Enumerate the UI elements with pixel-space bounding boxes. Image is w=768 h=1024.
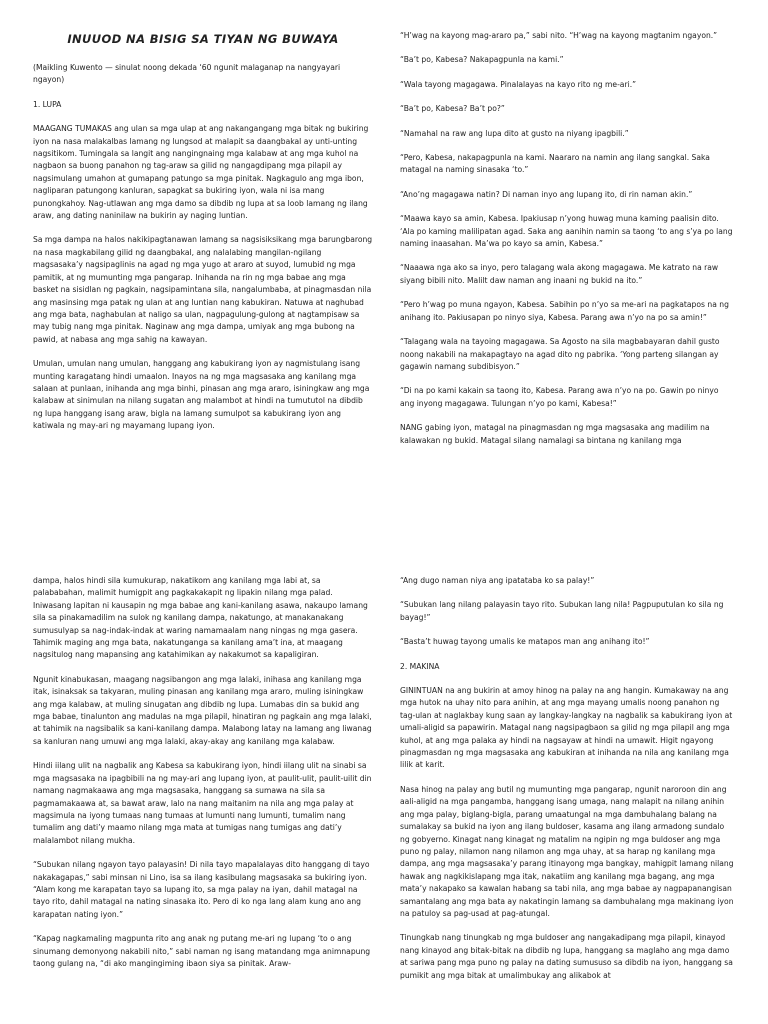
paragraph: Tinungkab nang tinungkab ng mga buldoser ang nangakadipang mga pilapil, kinayod nang kinayod ang bitak-bitak na dibdib ng lupa, hanggang sa maglaho ang mga damo at sariwa pang mga puno ng palay na dating sumususo sa dibdib na iyon, hanggang sa pumikit ang mga bitak at umalimbukay ang alikabok at <box>400 933 733 980</box>
dialogue-line: “Di na po kami kakain sa taong ito, Kabesa. Parang awa n’yo na po. Gawin po ninyo ang inyong magagawa. Tulungan n’yo po kami, Kabesa!” <box>400 386 719 408</box>
paragraph: Nasa hinog na palay ang butil ng mumunting mga pangarap, ngunit naroroon din ang aali-aligid na mga pangamba, hanggang isang umaga, nang malapit na nilang anihin ang mga palay, biglang-bigla, parang umaatungal na mga dambuhalang balang na sumalakay sa bukid na iyon ang ilang buldoser, kasama ang ilang armadong sundalo ng gobyerno. Kinagat nang kinagat ng matalim na ngipin ng mga buldoser ang mga puno ng palay, nilamon nang nilamon ang mga uhay, at sa harap ng kanilang mga dampa, ang mga magsasaka’y parang itinayong mga bangkay, mahigpit lamang nilang hawak ang nagkikislapang mga itak, nakatiim ang kanilang mga bagang, ang mga mata’y nakapako sa kawalan habang sa tabi nila, ang mga babae ay nagpapanangisan samantalang ang mga bata ay nakatingin lamang sa dambuhalang mga makinang iyon na patuloy sa pag-usad at pag-atungal. <box>400 784 734 918</box>
paragraph: Sa mga dampa na halos nakikipagtanawan lamang sa nagsisiksikang mga barungbarong na nasa magkabilang gilid ng daangbakal, ang nalalabing mangilan-ngilang magsasaka’y nagsipaglinis na agad ng mga yugo at araro at suyod, lumubid ng mga pamitik, at ng mumunting mga pangarap. Inihanda na rin ng mga babae ang mga basket na sisidlan ng pagkain, nagsipamintana sila, nangalumbaba, at pinagmasdan nila ang masinsing mga patak ng ulan at ang luntian nang kabukiran. Natuwa at naghubad ang mga bata, naghabulan at naligo sa ulan, nagpagulung-gulong at nagtampisaw sa may tubig nang mga pinitak. Naginaw ang mga dampa, umiyak ang mga bubong na pawid, at nabasa ang mga sahig na kawayan. <box>33 235 373 344</box>
page-1-right-column <box>400 30 735 459</box>
paragraph: dampa, halos hindi sila kumukurap, nakatikom ang kanilang mga labi at, sa palababahan, malimit humigpit ang pagkakakapit ng lipakin nilang mga palad. Iniwasang lapitan ni kausapin ng mga babae ang kani-kanilang asawa, nakaupo lamang sila sa pinakamadilim na sulok ng kanilang dampa, nakatungo, at manakanakang sumusulyap sa nag-indak-indak at waring namamaalam nang ningas ng mga gasera. Tahimik maging ang mga bata, nakatunganga sa kanilang ama’t ina, at maagang nagsitulog nang mapansing ang katahimikan ay nakakumot sa kapaligiran. <box>33 576 368 660</box>
dialogue-line: “Ano’ng magagawa natin? Di naman inyo ang lupang ito, di rin naman akin.” <box>400 189 693 199</box>
dialogue-line: “Namahal na raw ang lupa dito at gusto na niyang ipagbili.” <box>400 128 629 138</box>
dialogue-line: “Subukan nilang ngayon tayo palayasin! Di nila tayo mapalalayas dito hanggang di tayo nakakagapas,” sabi minsan ni Lino, isa sa ilang kasibulang magsasaka sa bukiring iyon. “Alam kong me karapatan tayo sa lupang ito, sa mga palay na iyan, dahil matagal na tayo rito, dahil matagal na nating sinasaka ito. Pero di ko nga lang alam kung ano ang karapatan nating iyon.” <box>33 860 370 919</box>
section-heading-makina: 2. MAKINA <box>400 661 440 671</box>
paragraph: MAAGANG TUMAKAS ang ulan sa mga ulap at ang nakangangang mga bitak ng bukiring iyon na nasa malakalbas lamang ng lungsod at malapit sa daangbakal ay unti-unting nagsitikom. Tumingala sa langit ang nangingnaing mga kalabaw at ang mga kuhol na nagbaon sa buong panahon ng tag-araw sa gilid ng nangagdipang mga pilapil ay nagsimulang umahon at gumapang patungo sa mga pinitak. Nagkagulo ang mga ibon, nagliparan patungong kanluran, sapagkat sa bukiring iyon, wala ni isa mang punongkahoy. Nag-utlawan ang mga damo sa dibdib ng lupa at sa loob lamang ng ilang araw, ang dating naninilaw na bukirin ay naging luntian. <box>33 124 369 221</box>
dialogue-line: “Maawa kayo sa amin, Kabesa. Ipakiusap n’yong huwag muna kaming paalisin dito. ‘Ala po kaming malilipatan agad. Saka ang aanihin namin sa taong ‘to ang s’ya po lang naming inaasahan. Ma’wa po kayo sa amin, Kabesa.” <box>400 214 733 249</box>
paragraph: Ngunit kinabukasan, maagang nagsibangon ang mga lalaki, inihasa ang kanilang mga itak, isinaksak sa takyaran, muling pinasan ang kanilang mga araro, muling isiningkaw ang mga kalabaw, at muling sinugatan ang dibdib ng lupa. Lumabas din sa bukid ang mga babae, tinalunton ang madulas na mga pilapil, hinatiran ng pagkain ang mga lalaki, at tahimik na nagsibalik sa kani-kanilang dampa. Malabong latay na lamang ang liwanag sa kanluran nang umuwi ang mga lalaki, akay-akay ang kanilang mga kalabaw. <box>33 674 372 746</box>
paragraph: Hindi iilang ulit na nagbalik ang Kabesa sa kabukirang iyon, hindi iilang ulit na sinabi sa mga magsasaka na ipagbibili na ng may-ari ang lupang iyon, at paulit-ulit, paulit-uilit din namang nagmakaawa ang mga magsasaka, hanggang sa sumawa na sila sa pagmamakaawa at, sa bawat araw, lalo na nang maitanim na nila ang mga palay at magsimula na iyong tumaas nang tumaas at lumunti nang lumunti, tumalim nang tumalim ang dati’y maamo nilang mga mata at tumigas nang tumigas ang dati’y malalambot nilang mukha. <box>33 761 372 845</box>
dialogue-line: “Kapag nagkamaling magpunta rito ang anak ng putang me-ari ng lupang ‘to o ang sinumang demonyong nakabili nito,” sabi naman ng isang matandang mga animnapung taong gulang na, “di ako mangingiming ibaon siya sa pinitak. Araw- <box>33 934 371 968</box>
dialogue-line: “Ang dugo naman niya ang ipatataba ko sa palay!” <box>400 576 595 585</box>
page-2-left-column <box>33 575 373 982</box>
paragraph: NANG gabing iyon, matagal na pinagmasdan ng mga magsasaka ang madilim na kalawakan ng bukid. Matagal silang namalagi sa bintana ng kanilang mga <box>400 423 710 445</box>
subtitle-note: (Maikling Kuwento — sinulat noong dekada ‘60 ngunit malaganap na nangyayari ngayon) <box>33 63 341 85</box>
dialogue-line: “Wala tayong magagawa. Pinalalayas na kayo rito ng me-ari.” <box>400 79 637 89</box>
dialogue-line: “Talagang wala na tayoing magagawa. Sa Agosto na sila magbabayaran dahil gusto noong nakabili na makapagtayo na agad dito ng pabrika. ‘Yong parteng silangan ay gagawin namang subdibisyon.” <box>400 337 720 371</box>
page-2 <box>0 512 768 1024</box>
dialogue-line: “Ba’t po, Kabesa? Ba’t po?” <box>400 104 505 114</box>
dialogue-line: “Basta’t huwag tayong umalis ke matapos man ang anihang ito!” <box>400 637 650 647</box>
dialogue-line: “Subukan lang nilang palayasin tayo rito. Subukan lang nila! Pagpuputulan ko sila ng bayag!” <box>400 600 724 622</box>
dialogue-line: “Pero h’wag po muna ngayon, Kabesa. Sabihin po n’yo sa me-ari na pagkatapos na ng anihang ito. Pakiusapan po ninyo siya, Kabesa. Parang awa n’yo na po sa amin!” <box>400 300 729 322</box>
paragraph: GININTUAN na ang bukirin at amoy hinog na palay na ang hangin. Kumakaway na ang mga hutok na uhay nito para anihin, at ang mga mayang umalis noong panahon ng tag-ulan at naglakbay kung saan ay langkay-langkay na nagbalik sa kabukirang iyon at umali-aligid sa papawirin. Matagal nang nagsipagbaon sa gilid ng mga pilapil ang mga kuhol, at ang mga palaka ay hindi na nagsayaw at hindi na umawit. Higit ngayong pinagmasdan ng mga magsasaka ang kabukiran at inihanda na nila ang kanilang mga lilik at karit. <box>400 686 733 770</box>
paragraph: Umulan, umulan nang umulan, hanggang ang kabukirang iyon ay nagmistulang isang munting karagatang hindi umaalon. Inayos na ng mga magsasaka ang kanilang mga salaan at punlaan, inihanda ang mga binhi, pinasan ang mga araro, isiningkaw ang mga kalabaw at sinimulan na nilang sugatan ang malambot at hindi na tumututol na dibdib ng lupa hanggang isang araw, bigla na lamang sumulpot sa kabukirang iyon ang katiwala ng may-ari ng mayamang lupang iyon. <box>33 359 370 431</box>
dialogue-line: “Pero, Kabesa, nakapagpunla na kami. Naararo na namin ang ilang sangkal. Saka matagal na naming sinasaka ‘to.” <box>400 153 710 175</box>
dialogue-line: “Naaawa nga ako sa inyo, pero talagang wala akong magagawa. Me katrato na raw siyang bibili nito. Malilt daw naman ang inaani ng bukid na ito.” <box>400 263 719 285</box>
page-1-left-column <box>33 30 373 445</box>
dialogue-line: “Ba’t po, Kabesa? Nakapagpunla na kami.” <box>400 55 564 65</box>
story-title: INUUOD NA BISIG SA TIYAN NG BUWAYA <box>67 32 339 46</box>
page-2-right-column <box>400 575 735 994</box>
dialogue-line: “H’wag na kayong mag-araro pa,” sabi nito. “H’wag na kayong magtanim ngayon.” <box>400 31 718 40</box>
section-heading-lupa: 1. LUPA <box>33 99 62 109</box>
